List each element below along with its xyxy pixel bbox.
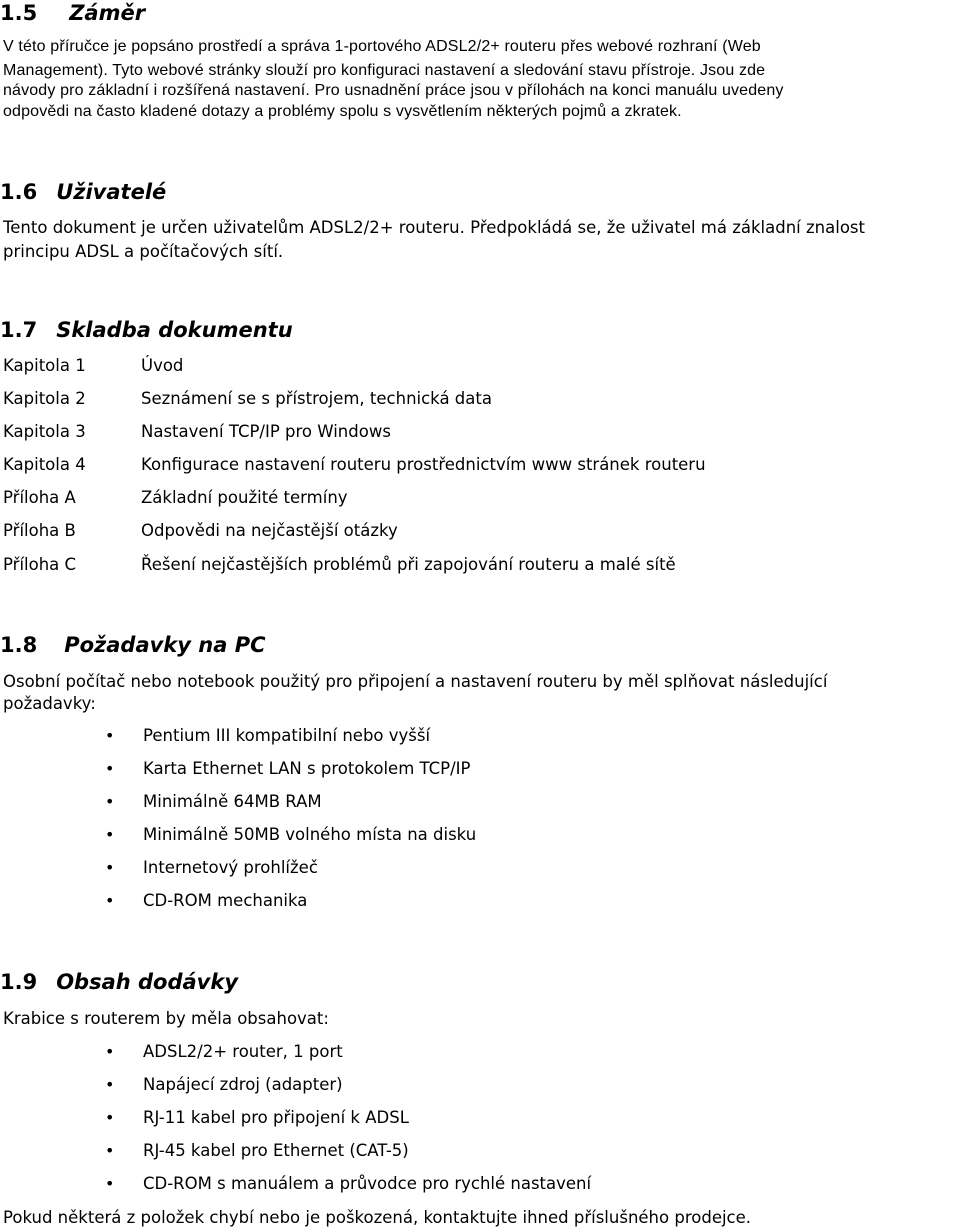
bullet-icon: • xyxy=(105,825,115,844)
bullet-icon: • xyxy=(105,1174,115,1193)
chapter-description: Odpovědi na nejčastější otázky xyxy=(141,521,398,540)
paragraph-line: požadavky: xyxy=(3,694,96,713)
chapter-description: Úvod xyxy=(141,356,184,375)
chapter-label: Kapitola 1 xyxy=(3,356,86,375)
paragraph-line: Management). Tyto webové stránky slouží pro konfiguraci nastavení a sledování stavu přístroje. Jsou zde xyxy=(3,62,766,79)
chapter-description: Konfigurace nastavení routeru prostřednictvím www stránek routeru xyxy=(141,455,706,474)
paragraph-line: Osobní počítač nebo notebook použitý pro připojení a nastavení routeru by měl splňovat následující xyxy=(3,672,828,691)
list-item-text: RJ-11 kabel pro připojení k ADSL xyxy=(143,1108,409,1127)
list-item-text: Internetový prohlížeč xyxy=(143,858,318,877)
bullet-icon: • xyxy=(105,792,115,811)
list-item-text: Minimálně 64MB RAM xyxy=(143,792,322,811)
chapter-label: Kapitola 3 xyxy=(3,422,86,441)
section-1-5-heading xyxy=(0,1,145,25)
section-1-7-heading xyxy=(0,318,293,342)
section-title: Uživatelé xyxy=(56,180,167,204)
section-number: 1.7 xyxy=(0,318,38,342)
package-contents-intro: Krabice s routerem by měla obsahovat: xyxy=(3,1009,329,1028)
list-item-text: ADSL2/2+ router, 1 port xyxy=(143,1042,343,1061)
bullet-icon: • xyxy=(105,858,115,877)
bullet-icon: • xyxy=(105,1108,115,1127)
section-1-8-heading xyxy=(0,633,266,657)
chapter-label: Kapitola 2 xyxy=(3,389,86,408)
chapter-label: Příloha B xyxy=(3,521,76,540)
section-number: 1.6 xyxy=(0,180,38,204)
bullet-icon: • xyxy=(105,1042,115,1061)
section-title: Obsah dodávky xyxy=(56,970,239,994)
bullet-icon: • xyxy=(105,1141,115,1160)
paragraph-line: návody pro základní i rozšířená nastavení. Pro usnadnění práce jsou v přílohách na konci manuálu uvedeny xyxy=(3,82,784,99)
paragraph-line: principu ADSL a počítačových sítí. xyxy=(3,242,284,261)
section-1-9-heading xyxy=(0,970,238,994)
list-item-text: CD-ROM s manuálem a průvodce pro rychlé nastavení xyxy=(143,1174,592,1193)
list-item-text: Karta Ethernet LAN s protokolem TCP/IP xyxy=(143,759,471,778)
section-title: Skladba dokumentu xyxy=(56,318,293,342)
list-item-text: Napájecí zdroj (adapter) xyxy=(143,1075,343,1094)
bullet-icon: • xyxy=(105,726,115,745)
section-number: 1.9 xyxy=(0,970,38,994)
list-item-text: CD-ROM mechanika xyxy=(143,891,308,910)
bullet-icon: • xyxy=(105,759,115,778)
chapter-label: Příloha C xyxy=(3,555,77,574)
bullet-icon: • xyxy=(105,891,115,910)
chapter-description: Řešení nejčastějších problémů při zapojování routeru a malé sítě xyxy=(141,555,676,574)
list-item-text: Minimálně 50MB volného místa na disku xyxy=(143,825,477,844)
chapter-label: Kapitola 4 xyxy=(3,455,86,474)
section-title: Záměr xyxy=(69,1,146,25)
chapter-description: Základní použité termíny xyxy=(141,488,348,507)
paragraph-line: V této příručce je popsáno prostředí a správa 1-portového ADSL2/2+ routeru přes webové rozhraní (Web xyxy=(3,38,761,55)
section-title: Požadavky na PC xyxy=(64,633,266,657)
chapter-description: Nastavení TCP/IP pro Windows xyxy=(141,422,391,441)
section-number: 1.5 xyxy=(0,1,38,25)
list-item-text: RJ-45 kabel pro Ethernet (CAT-5) xyxy=(143,1141,409,1160)
list-item-text: Pentium III kompatibilní nebo vyšší xyxy=(143,726,431,745)
chapter-description: Seznámení se s přístrojem, technická data xyxy=(141,389,492,408)
section-1-6-heading xyxy=(0,180,166,204)
bullet-icon: • xyxy=(105,1075,115,1094)
section-number: 1.8 xyxy=(0,633,38,657)
package-contents-outro: Pokud některá z položek chybí nebo je poškozená, kontaktujte ihned příslušného prodejce. xyxy=(3,1208,752,1227)
paragraph-line: odpovědi na často kladené dotazy a problémy spolu s vysvětlením některých pojmů a zkratek. xyxy=(3,103,682,120)
chapter-label: Příloha A xyxy=(3,488,76,507)
paragraph-line: Tento dokument je určen uživatelům ADSL2/2+ routeru. Předpokládá se, že uživatel má základní znalost xyxy=(3,218,865,237)
